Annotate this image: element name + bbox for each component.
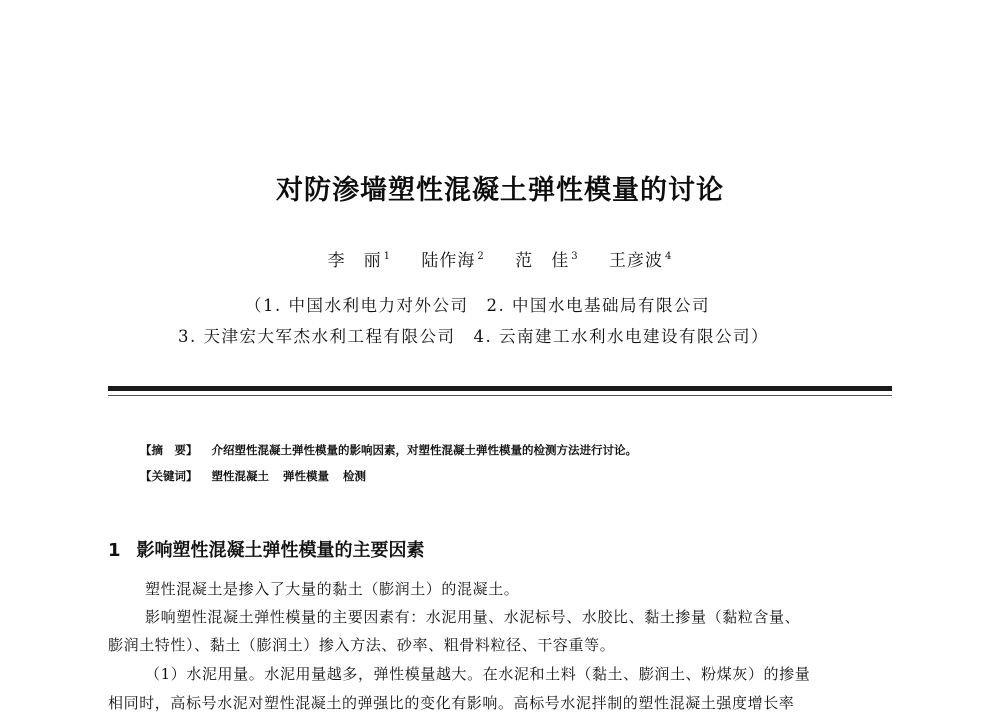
section-title: 影响塑性混凝土弹性模量的主要因素 bbox=[136, 540, 425, 561]
keyword: 检测 bbox=[343, 469, 366, 483]
abstract-text: 介绍塑性混凝土弹性模量的影响因素，对塑性混凝土弹性模量的检测方法进行讨论。 bbox=[211, 443, 637, 457]
author-name: 陆作海 bbox=[421, 251, 476, 271]
header-rule-thin bbox=[108, 395, 892, 396]
body-paragraph-3-line-1: （1）水泥用量。水泥用量越多，弹性模量越大。在水泥和土料（黏土、膨润土、粉煤灰）的掺量 bbox=[145, 665, 811, 683]
affiliation-marker: 3 bbox=[571, 251, 579, 263]
affiliation-marker: 4 bbox=[664, 251, 673, 263]
body-paragraph-2-line-1: 影响塑性混凝土弹性模量的主要因素有：水泥用量、水泥标号、水胶比、黏土掺量（黏粒含量、 bbox=[145, 608, 801, 626]
affiliation-marker: 2 bbox=[477, 251, 485, 263]
affiliations-line-2: 3. 天津宏大军杰水利工程有限公司 4. 云南建工水利水电建设有限公司） bbox=[178, 327, 769, 346]
author-name: 王彦波 bbox=[608, 251, 663, 271]
author-name: 李 丽 bbox=[327, 251, 382, 271]
keyword: 弹性模量 bbox=[283, 469, 329, 483]
keyword: 塑性混凝土 bbox=[211, 469, 269, 483]
body-paragraph-2-line-2: 膨润土特性）、黏土（膨润土）掺入方法、砂率、粗骨料粒径、干容重等。 bbox=[108, 636, 616, 654]
author-1 bbox=[328, 251, 391, 271]
affiliation-marker: 1 bbox=[383, 251, 392, 263]
section-number: 1 bbox=[108, 540, 121, 561]
section-heading bbox=[108, 536, 425, 562]
author-4 bbox=[609, 251, 672, 271]
author-list bbox=[0, 246, 1000, 271]
keywords-label: 【关键词】 bbox=[140, 469, 198, 483]
author-name: 范 佳 bbox=[515, 251, 570, 271]
author-2 bbox=[421, 251, 484, 271]
paper-title: 对防渗墙塑性混凝土弹性模量的讨论 bbox=[276, 175, 724, 206]
affiliations-line-1: （1. 中国水利电力对外公司 2. 中国水电基础局有限公司 bbox=[245, 296, 710, 315]
abstract bbox=[140, 442, 637, 458]
keywords bbox=[140, 468, 380, 484]
body-paragraph-3-line-2: 相同时，高标号水泥对塑性混凝土的弹强比的变化有影响。高标号水泥拌制的塑性混凝土强度增长率 bbox=[108, 694, 795, 712]
author-3 bbox=[515, 251, 578, 271]
header-rule-thick bbox=[108, 386, 892, 391]
body-paragraph-1: 塑性混凝土是掺入了大量的黏土（膨润土）的混凝土。 bbox=[145, 580, 520, 598]
abstract-label: 【摘 要】 bbox=[140, 443, 198, 457]
